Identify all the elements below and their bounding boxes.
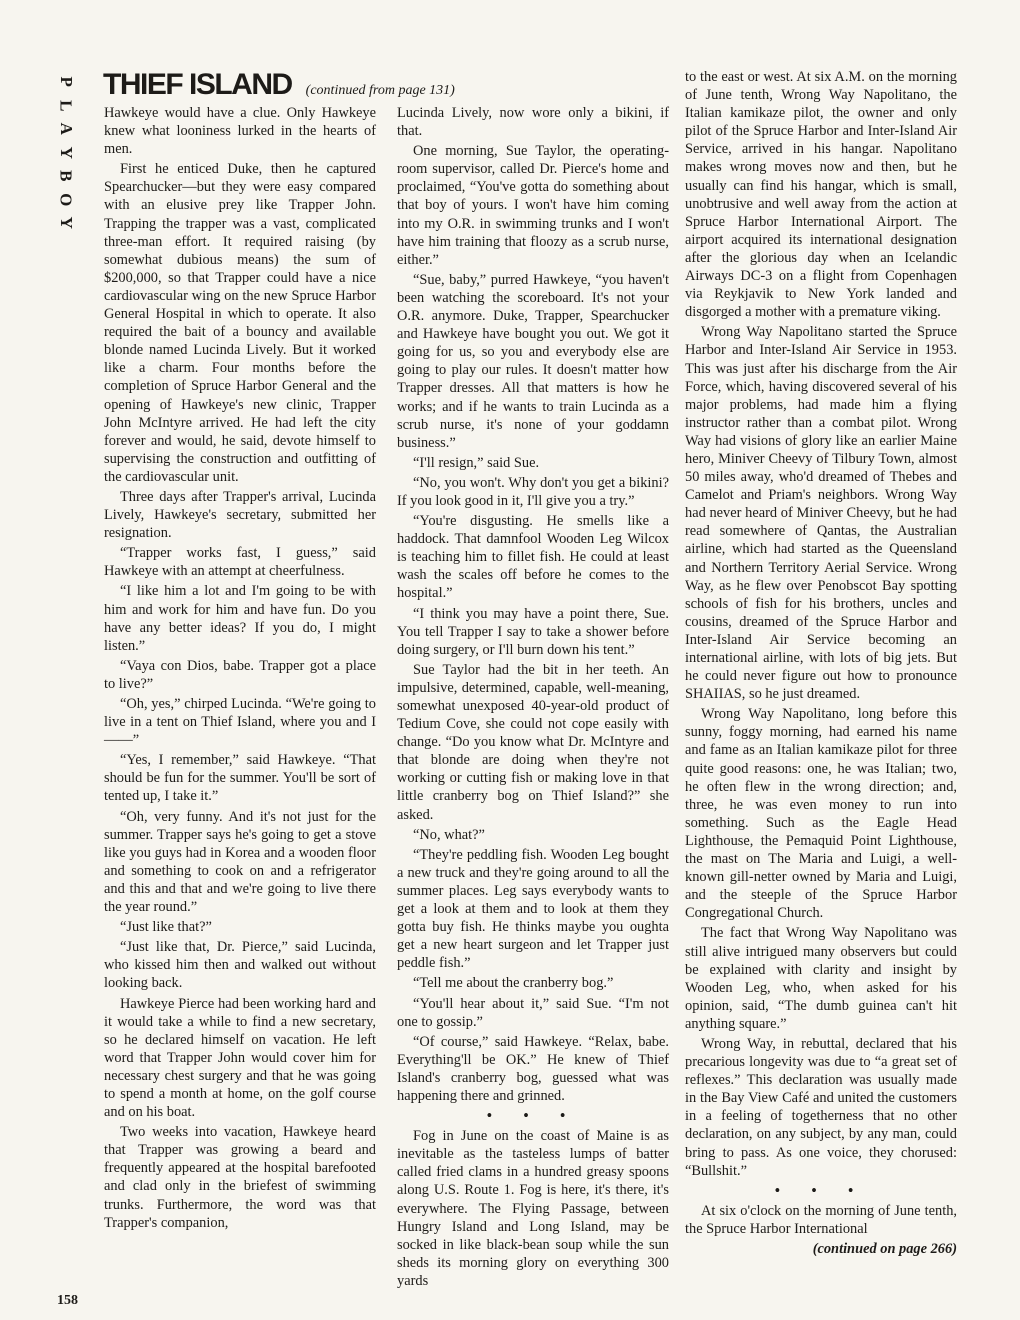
- paragraph: “Oh, yes,” chirped Lucinda. “We're going to live in a tent on Thief Island, where you and I——”: [104, 696, 376, 749]
- magazine-letter: O: [56, 192, 76, 206]
- paragraph: One morning, Sue Taylor, the operating-room supervisor, called Dr. Pierce's home and proclaimed, “You've gotta do something about that boy of yours. I won't have him coming into my O.R. in swimming trunks and I won't have him training that floozy as a scrub nurse, either.”: [397, 143, 669, 268]
- text-column-2: [397, 104, 669, 1292]
- paragraph: Sue Taylor had the bit in her teeth. An impulsive, determined, capable, well-meaning, somewhat unexposed 40-year-old product of Tedium Cove, she could not cope easily with change. “Do you know what Dr. McIntyre and that blonde are doing when they're not working or cutting fish or making love in that little cranberry bog on Thief Island?” she asked.: [397, 661, 669, 823]
- paragraph: Wrong Way, in rebuttal, declared that his precarious longevity was due to “a great set of reflexes.” This declaration was usually made in the Bay View Café and united the customers in a feeling of togetherness that no other declaration, on any subject, by any man, could bring to pass. As one voice, they chorused: “Bullshit.”: [685, 1035, 957, 1179]
- paragraph: Wrong Way Napolitano started the Spruce Harbor and Inter-Island Air Service in 1953. This was just after his discharge from the Air Force, which, having discovered several of his major problems, had made him a flying instructor rather than a combat pilot. Wrong Way had visions of glory like an earlier Maine hero, Miniver Cheevy of Tilbury Town, almost 50 miles away, who'd dreamed of Thebes and Camelot and Priam's neighbors. Wrong Way had never heard of Miniver Cheevy, but he had read somewhere of Qantas, the Australian airline, which had started as the Queensland and Northern Territory Aerial Service. Wrong Way, as he flew over Penobscot Bay spotting schools of fish for his brothers, uncles and cousins, dreamed of the Spruce Harbor and Inter-Island Air Service becoming an international airline, with lots of big jets. But he could never figure out how to pronounce SHAIIAS, so he just dreamed.: [685, 324, 957, 703]
- paragraph: “I'll resign,” said Sue.: [413, 454, 540, 471]
- paragraph: “Just like that, Dr. Pierce,” said Lucinda, who kissed him then and walked out without looking back.: [104, 939, 376, 992]
- paragraph: “Just like that?”: [120, 919, 212, 936]
- continued-on-note: (continued on page 266): [812, 1241, 957, 1257]
- page-number: 158: [57, 1293, 78, 1308]
- paragraph: Two weeks into vacation, Hawkeye heard that Trapper was growing a beard and frequently appeared at the hospital barefooted and clad only in the briefest of swimming trunks. Furthermore, the word was that Trapper's companion,: [104, 1124, 376, 1231]
- paragraph: “You're disgusting. He smells like a haddock. That damnfool Wooden Leg Wilcox is teaching him to fillet fish. He could at least wash the scales off before he comes to the hospital.”: [397, 513, 669, 602]
- paragraph: “Of course,” said Hawkeye. “Relax, babe. Everything'll be OK.” He knew of Thief Island's cranberry bog, guessed what was happening there and grinned.: [397, 1033, 669, 1104]
- paragraph: “You'll hear about it,” said Sue. “I'm not one to gossip.”: [397, 995, 669, 1030]
- paragraph: “I like him a lot and I'm going to be with him and work for him and have fun. Do you have any better ideas? If you do, I might listen.”: [104, 583, 376, 654]
- paragraph: Hawkeye Pierce had been working hard and it would take a while to find a new secretary, so he declared himself on vacation. He left word that Trapper John would cover him for necessary chest surgery and that he was going to spend a month at home, on the golf course and on his boat.: [104, 995, 376, 1121]
- magazine-letter: Y: [56, 146, 76, 159]
- article-title: THIEF ISLAND: [103, 68, 292, 101]
- article-headline: [103, 68, 483, 102]
- paragraph: Three days after Trapper's arrival, Lucinda Lively, Hawkeye's secretary, submitted her resignation.: [104, 488, 376, 542]
- paragraph: First he enticed Duke, then he captured Spearchucker—but they were easy compared with an elusive prey like Trapper John. Trapping the trapper was a vast, complicated three-man effort. It required raising (by somewhat dubious means) the sum of $200,000, so that Trapper could have a nice cardiovascular wing on the new Spruce Harbor General Hospital in which to operate. It also required the bait of a bouncy and available blonde named Lucinda Lively. But it worked like a charm. Four months before the completion of Spruce Harbor General and the opening of Hawkeye's new clinic, Trapper John McIntyre arrived. He had left the city forever and would, he said, devote himself to supervising the construction and outfitting of the cardiovascular unit.: [104, 161, 376, 485]
- paragraph: Fog in June on the coast of Maine is as inevitable as the tasteless lumps of batter called fried clams in a hundred greasy spoons along U.S. Route 1. Fog is here, it's there, it's everywhere. The Flying Passage, between Hungry Island and Long Island, may be socked in like black-bean soup while the sun sheds its morning glory on everything 300 yards: [397, 1128, 669, 1289]
- paragraph: “I think you may have a point there, Sue. You tell Trapper I say to take a shower before doing surgery, or I'll burn down his tent.”: [397, 605, 669, 658]
- paragraph: “No, what?”: [413, 826, 485, 843]
- paragraph: “They're peddling fish. Wooden Leg bought a new truck and they're going around to all the summer places. Leg says everybody wants to get a look at them and to look at them they gotta buy fish. He thinks maybe you oughta get a new heart surgeon and let Trapper just peddle fish.”: [397, 846, 669, 972]
- paragraph: “No, you won't. Why don't you get a bikini? If you look good in it, I'll give you a try.”: [397, 474, 669, 509]
- magazine-letter: P: [56, 76, 76, 87]
- section-separator: • • •: [774, 1182, 868, 1199]
- text-column-3: [685, 68, 957, 1260]
- text-column-1: [104, 104, 376, 1234]
- paragraph: Lucinda Lively, now wore only a bikini, if that.: [397, 105, 669, 140]
- paragraph: The fact that Wrong Way Napolitano was still alive intrigued many observers but could be explained with clarity and insight by Wooden Leg, who, when asked for his opinion, said, “The dumb guinea can't hit anything square.”: [685, 925, 957, 1032]
- paragraph: “Tell me about the cranberry bog.”: [413, 975, 614, 992]
- paragraph: Hawkeye would have a clue. Only Hawkeye knew what looniness lurked in the hearts of men.: [104, 105, 376, 158]
- paragraph: to the east or west. At six A.M. on the morning of June tenth, Wrong Way Napolitano, the Italian kamikaze pilot, the owner and only pilot of the Spruce Harbor and Inter-Island Air Service, arrived in his hangar. Napolitano makes wrong moves now and then, but he usually can find his hangar, which is small, unobtrusive and well away from the action at Spruce Harbor International Airport. The airport acquired its international designation after the glorious day when an Icelandic Airways DC-3 on a flight from Copenhagen via Reykjavik to New York landed and disgorged a mother with a premature viking.: [685, 69, 957, 321]
- continued-from-note: (continued from page 131): [305, 83, 455, 98]
- magazine-letter: B: [56, 170, 76, 182]
- paragraph: Wrong Way Napolitano, long before this sunny, foggy morning, had earned his name and fame as an Italian kamikaze pilot for three quite good reasons: one, he was Italian; two, he often flew in the wrong direction; and, three, he was even money to run into something. Such as the Eagle Head Lighthouse, the Pemaquid Point Lighthouse, the mast on The Maria and Luigi, a well-known gill-netter owned by Maria and Luigi, and the steeple of the Spruce Harbor Congregational Church.: [685, 706, 957, 922]
- paragraph: “Trapper works fast, I guess,” said Hawkeye with an attempt at cheerfulness.: [104, 545, 376, 580]
- section-separator: • • •: [486, 1108, 580, 1125]
- magazine-letter: A: [56, 122, 76, 135]
- paragraph: At six o'clock on the morning of June tenth, the Spruce Harbor International: [685, 1202, 957, 1237]
- paragraph: “Sue, baby,” purred Hawkeye, “you haven't been watching the scoreboard. It's not your O.R. anymore. Duke, Trapper, Spearchucker and Hawkeye have bought you out. We got it going for us, so you and everybody else are going to play our rules. It doesn't matter how Trapper dresses. All that matters is how he works; and if he wants to train Lucinda as a scrub nurse, it's none of your goddamn business.”: [397, 271, 669, 451]
- paragraph: “Vaya con Dios, babe. Trapper got a place to live?”: [104, 657, 376, 692]
- magazine-letter: Y: [56, 216, 76, 229]
- paragraph: “Yes, I remember,” said Hawkeye. “That should be fun for the summer. You'll be sort of tented up, I take it.”: [104, 752, 376, 805]
- paragraph: “Oh, very funny. And it's not just for the summer. Trapper says he's going to get a stove like you guys had in Korea and a wooden floor and something to cook on and a refrigerator and this and that and we're going to live there the year round.”: [104, 808, 376, 916]
- magazine-letter: L: [56, 99, 76, 111]
- magazine-name-vertical: [54, 70, 78, 235]
